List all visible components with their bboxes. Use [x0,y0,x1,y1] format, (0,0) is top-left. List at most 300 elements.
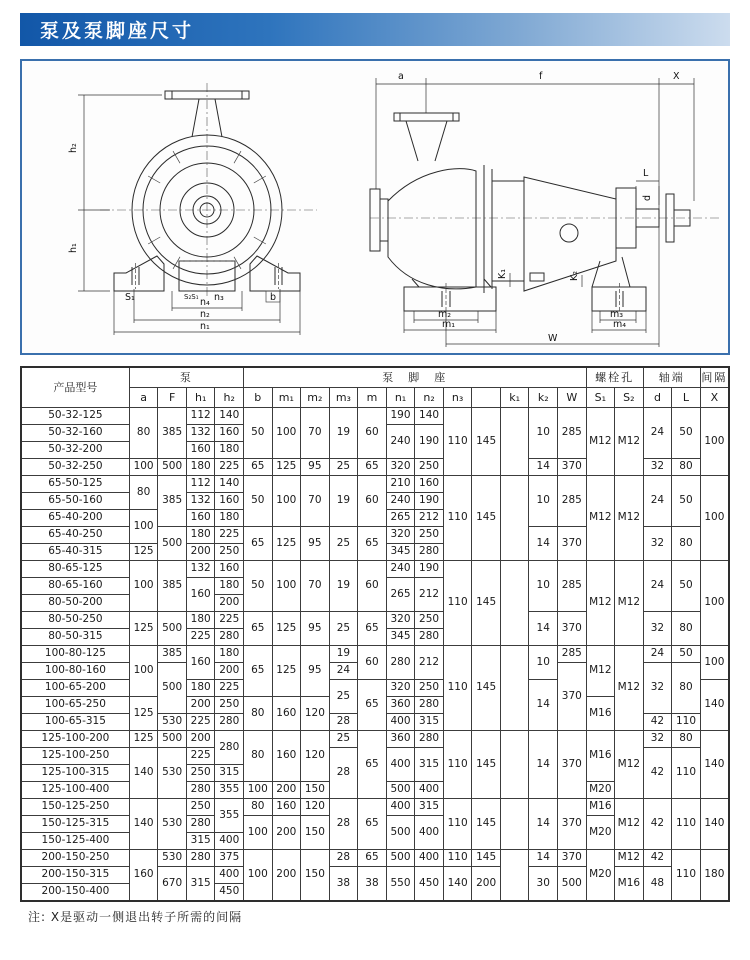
value-cell: 280 [415,544,444,561]
model-cell: 125-100-400 [21,782,129,799]
column-header: L [672,388,701,408]
value-cell: 240 [386,493,415,510]
value-cell: 60 [358,476,387,527]
value-cell: 110 [672,799,701,850]
value-cell: 80 [672,527,701,561]
value-cell: 150 [301,816,330,850]
value-cell: 125 [129,544,158,561]
value-cell: 25 [329,459,358,476]
value-cell: 14 [529,731,558,799]
value-cell: 25 [329,680,358,714]
dimension-table [20,366,730,902]
value-cell: 60 [358,561,387,612]
dim-label-s1: S₁ [125,292,135,303]
value-cell: 180 [215,510,244,527]
value-cell: 150 [301,850,330,902]
table-body [21,408,729,902]
value-cell: 315 [415,799,444,816]
value-cell: 190 [415,493,444,510]
value-cell: 250 [415,680,444,697]
value-cell: 80 [129,408,158,459]
value-cell: 180 [215,578,244,595]
value-cell: 360 [386,731,415,748]
value-cell: 80 [129,476,158,510]
model-cell: 100-65-315 [21,714,129,731]
column-header: n₁ [386,388,415,408]
value-cell: 180 [215,442,244,459]
column-header: m₂ [301,388,330,408]
model-cell: 100-65-250 [21,697,129,714]
value-cell: 150 [301,782,330,799]
value-cell: 19 [329,646,358,663]
value-cell: 132 [186,425,215,442]
value-cell [500,476,529,561]
value-cell: 400 [215,833,244,850]
value-cell: 80 [672,459,701,476]
value-cell: 180 [186,459,215,476]
value-cell: 32 [643,731,672,748]
dim-label-m4: m₄ [613,319,627,330]
value-cell: 160 [415,476,444,493]
model-cell: 65-50-160 [21,493,129,510]
value-cell: 320 [386,680,415,697]
value-cell: 500 [158,527,187,561]
value-cell: 65 [244,527,273,561]
value-cell: 225 [215,527,244,544]
value-cell: 530 [158,799,187,850]
value-cell: 355 [215,782,244,799]
value-cell: 280 [215,629,244,646]
value-cell: 120 [301,731,330,782]
value-cell: 120 [301,799,330,816]
value-cell: 385 [158,408,187,459]
value-cell: 19 [329,476,358,527]
value-cell: 400 [386,748,415,782]
value-cell: 200 [215,595,244,612]
column-header: b [244,388,273,408]
value-cell: 50 [244,408,273,459]
value-cell: M16 [586,799,615,816]
value-cell: 140 [215,408,244,425]
value-cell: 100 [244,816,273,850]
value-cell: 32 [643,527,672,561]
dim-label-k2: K₂ [569,270,580,281]
value-cell: 500 [386,782,415,799]
table-row [21,476,729,493]
dim-label-l: L [643,168,649,179]
column-header: n₂ [415,388,444,408]
value-cell: 65 [244,612,273,646]
value-cell: 200 [272,816,301,850]
value-cell: 14 [529,680,558,731]
value-cell: M12 [586,561,615,646]
column-header: a [129,388,158,408]
value-cell: 110 [672,748,701,799]
value-cell: 125 [129,697,158,731]
dim-label-n4: n₄ [200,297,210,308]
value-cell: 80 [244,697,273,731]
value-cell: 320 [386,527,415,544]
dim-label-a: a [398,71,404,82]
value-cell: 450 [415,867,444,902]
value-cell: 280 [415,629,444,646]
value-cell: 30 [529,867,558,902]
value-cell: 315 [415,748,444,782]
value-cell: 65 [358,527,387,561]
value-cell: 42 [643,714,672,731]
value-cell: 530 [158,748,187,799]
value-cell: M16 [586,731,615,782]
value-cell: 60 [358,646,387,680]
value-cell: 180 [186,527,215,544]
value-cell: 250 [415,527,444,544]
model-cell: 50-32-125 [21,408,129,425]
value-cell: 225 [186,629,215,646]
value-cell: 370 [558,527,587,561]
value-cell: 225 [186,748,215,765]
table-row [21,850,729,867]
value-cell: 280 [386,646,415,680]
dim-label-m1: m₁ [442,319,456,330]
value-cell: 140 [215,476,244,493]
value-cell: 60 [358,408,387,459]
value-cell: 345 [386,544,415,561]
footnote: 注: X是驱动一侧退出转子所需的间隔 [28,910,243,924]
value-cell: 280 [186,782,215,799]
value-cell: 400 [415,782,444,799]
value-cell: 265 [386,510,415,527]
column-header: F [158,388,187,408]
value-cell: 345 [386,629,415,646]
value-cell: 370 [558,663,587,731]
table-row [21,867,729,884]
value-cell: 190 [415,561,444,578]
value-cell: 14 [529,850,558,867]
value-cell: 140 [415,408,444,425]
value-cell: 50 [244,476,273,527]
value-cell: 65 [244,646,273,697]
value-cell: M12 [615,408,644,476]
value-cell: 180 [215,646,244,663]
table-group-header-row [21,367,729,388]
model-cell: 200-150-250 [21,850,129,867]
value-cell: M12 [586,408,615,476]
group-header: 泵 脚 座 [244,367,587,388]
value-cell [500,561,529,646]
column-header: k₁ [500,388,529,408]
pump-front-view-drawing [22,61,360,353]
value-cell: 112 [186,476,215,493]
value-cell: M12 [615,850,644,867]
value-cell: 160 [272,697,301,731]
value-cell: 500 [558,867,587,902]
value-cell: 110 [443,561,472,646]
value-cell: 212 [415,646,444,680]
value-cell: 32 [643,459,672,476]
value-cell: 25 [329,731,358,748]
value-cell: 65 [358,612,387,646]
value-cell: 385 [158,476,187,527]
model-cell: 125-100-315 [21,765,129,782]
value-cell: 240 [386,561,415,578]
value-cell: 145 [472,646,501,731]
value-cell: 212 [415,510,444,527]
value-cell: 530 [158,850,187,867]
value-cell: 38 [329,867,358,902]
value-cell: 500 [158,731,187,748]
value-cell: 315 [415,714,444,731]
model-cell: 50-32-200 [21,442,129,459]
value-cell: 42 [643,850,672,867]
value-cell: 28 [329,748,358,799]
column-header: W [558,388,587,408]
value-cell [500,408,529,476]
value-cell: 32 [643,663,672,714]
value-cell: 100 [129,646,158,697]
value-cell: 80 [672,612,701,646]
value-cell: 112 [186,408,215,425]
model-cell: 150-125-315 [21,816,129,833]
value-cell: 50 [672,646,701,663]
value-cell: 370 [558,799,587,850]
value-cell: 370 [558,850,587,867]
model-cell: 100-80-125 [21,646,129,663]
value-cell: 65 [358,799,387,850]
group-header: 轴端 [643,367,700,388]
value-cell: 100 [129,561,158,612]
value-cell: 200 [215,663,244,680]
value-cell: 100 [272,408,301,459]
value-cell: 160 [186,510,215,527]
drawing-panel [20,59,730,355]
value-cell: 80 [244,731,273,782]
value-cell: 210 [386,476,415,493]
group-header: 螺栓孔 [586,367,643,388]
model-cell: 65-40-200 [21,510,129,527]
dim-label-n1: n₁ [200,321,210,332]
value-cell: 42 [643,748,672,799]
model-cell: 200-150-400 [21,884,129,902]
value-cell: 140 [129,799,158,850]
table-row [21,561,729,578]
value-cell: 65 [244,459,273,476]
model-cell: 150-125-400 [21,833,129,850]
dim-label-w: W [548,333,558,344]
value-cell: 160 [186,578,215,612]
value-cell: 110 [672,714,701,731]
model-cell: 200-150-315 [21,867,129,884]
dim-label-n3: n₃ [214,292,224,303]
value-cell: 280 [186,816,215,833]
value-cell: 280 [415,731,444,748]
value-cell: 160 [272,731,301,782]
model-cell: 125-100-250 [21,748,129,765]
value-cell: 250 [215,544,244,561]
title-bar [20,13,730,46]
value-cell: 28 [329,799,358,850]
column-header: d [643,388,672,408]
value-cell: 250 [186,765,215,782]
value-cell: 100 [129,510,158,544]
value-cell: 140 [700,799,729,850]
value-cell: 100 [700,561,729,646]
value-cell: 225 [186,714,215,731]
value-cell: 100 [244,850,273,902]
value-cell: 125 [272,612,301,646]
value-cell: 280 [415,697,444,714]
value-cell: 375 [215,850,244,867]
value-cell: 50 [672,408,701,459]
value-cell: 145 [472,799,501,850]
value-cell: 200 [272,782,301,799]
value-cell: 80 [672,731,701,748]
column-header: n₃ [443,388,472,408]
value-cell: 19 [329,408,358,459]
value-cell: 190 [386,408,415,425]
group-header: 间隔 [700,367,729,388]
value-cell: 280 [215,714,244,731]
value-cell: 400 [386,714,415,731]
column-header: h₂ [215,388,244,408]
value-cell: 500 [158,459,187,476]
dim-label-k1: K₁ [497,268,508,279]
column-header: m [358,388,387,408]
model-cell: 65-50-125 [21,476,129,493]
value-cell: 250 [415,459,444,476]
model-cell: 65-40-315 [21,544,129,561]
model-cell: 80-50-315 [21,629,129,646]
value-cell: 70 [301,408,330,459]
value-cell: 370 [558,459,587,476]
table-row [21,408,729,425]
value-cell: 95 [301,459,330,476]
value-cell: 132 [186,561,215,578]
value-cell [500,646,529,731]
model-cell: 100-80-160 [21,663,129,680]
value-cell: 125 [129,731,158,748]
table-row [21,799,729,816]
model-cell: 150-125-250 [21,799,129,816]
value-cell: 160 [129,850,158,902]
value-cell: 48 [643,867,672,902]
value-cell: 355 [215,799,244,833]
value-cell: 24 [329,663,358,680]
value-cell: 10 [529,646,558,680]
value-cell: 140 [443,867,472,902]
value-cell: 370 [558,612,587,646]
value-cell: 285 [558,561,587,612]
value-cell: 140 [700,731,729,799]
value-cell: M16 [586,697,615,731]
value-cell: 95 [301,646,330,697]
value-cell: 400 [415,850,444,867]
value-cell: 250 [186,799,215,816]
value-cell: 145 [472,476,501,561]
value-cell: M12 [615,799,644,850]
value-cell: 32 [643,612,672,646]
value-cell: 285 [558,646,587,663]
value-cell: 65 [358,680,387,731]
value-cell: 315 [215,765,244,782]
value-cell [500,731,529,799]
value-cell: 280 [215,731,244,765]
value-cell: 265 [386,578,415,612]
value-cell: 70 [301,476,330,527]
value-cell: 100 [700,476,729,561]
column-header: h₁ [186,388,215,408]
value-cell: 50 [672,476,701,527]
value-cell: 285 [558,476,587,527]
value-cell: 125 [129,612,158,646]
value-cell: M20 [586,782,615,799]
value-cell: 110 [443,799,472,850]
value-cell: 180 [700,850,729,902]
value-cell: 200 [186,544,215,561]
value-cell: 125 [272,527,301,561]
value-cell: 530 [158,714,187,731]
value-cell: 145 [472,561,501,646]
value-cell: 250 [415,612,444,629]
value-cell: 200 [186,731,215,748]
value-cell: 110 [443,476,472,561]
value-cell: 385 [158,561,187,612]
value-cell: M12 [615,731,644,799]
value-cell: 110 [443,646,472,731]
value-cell: 400 [415,816,444,850]
value-cell: 285 [558,408,587,459]
value-cell: 100 [700,408,729,476]
group-header: 泵 [129,367,243,388]
value-cell: 24 [643,646,672,663]
value-cell: 385 [158,646,187,663]
value-cell: 110 [672,850,701,902]
value-cell: 670 [158,867,187,902]
value-cell: M12 [615,561,644,646]
value-cell: 65 [358,459,387,476]
model-cell: 80-65-125 [21,561,129,578]
value-cell: M12 [615,476,644,561]
value-cell: 320 [386,459,415,476]
dim-label-x: X [673,71,680,82]
model-cell: 50-32-250 [21,459,129,476]
value-cell: 110 [443,731,472,799]
column-header [472,388,501,408]
value-cell: 320 [386,612,415,629]
column-header: S₂ [615,388,644,408]
value-cell: 190 [415,425,444,459]
value-cell: 50 [672,561,701,612]
value-cell: 360 [386,697,415,714]
column-header: S₁ [586,388,615,408]
value-cell: 200 [186,697,215,714]
value-cell: 25 [329,612,358,646]
value-cell [500,799,529,850]
value-cell: 145 [472,408,501,476]
value-cell: 145 [472,731,501,799]
value-cell: 24 [643,561,672,612]
value-cell: 132 [186,493,215,510]
model-cell: 80-50-200 [21,595,129,612]
value-cell: 240 [386,425,415,459]
value-cell: 42 [643,799,672,850]
pump-side-view-drawing [364,61,728,353]
value-cell: 95 [301,612,330,646]
value-cell: 400 [386,799,415,816]
value-cell: 250 [215,697,244,714]
value-cell: 100 [129,459,158,476]
dim-label-h1: h₁ [68,243,79,253]
value-cell: M20 [586,816,615,850]
